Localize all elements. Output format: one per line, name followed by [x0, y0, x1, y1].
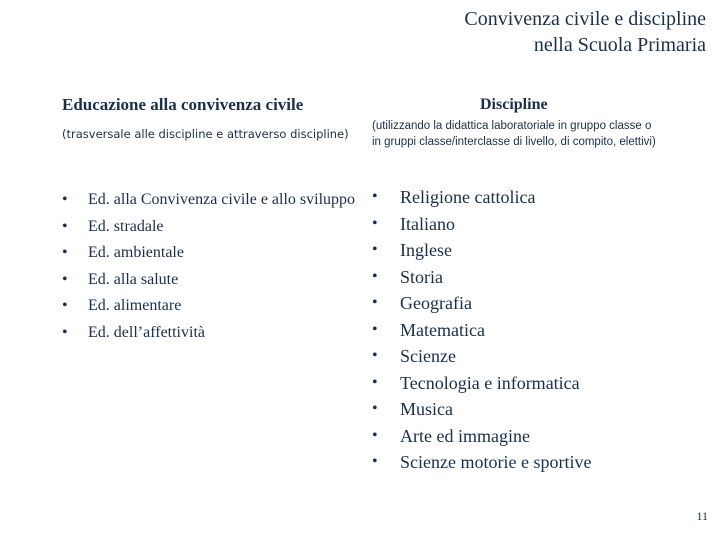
bullet-icon: • — [372, 453, 378, 470]
list-item — [372, 343, 692, 370]
list-item-text: Ed. ambientale — [88, 244, 184, 261]
bullet-icon: • — [372, 400, 378, 417]
bullet-icon: • — [372, 241, 378, 258]
bullet-icon: • — [372, 188, 378, 205]
list-item-text: Storia — [400, 266, 443, 287]
list-item-text: Inglese — [400, 240, 452, 260]
right-column-subtitle: (utilizzando la didattica laboratoriale in gruppo classe o in gruppi classe/interclasse di livello, di compito, elettivi) — [372, 120, 656, 148]
list-item — [62, 214, 362, 241]
bullet-icon: • — [372, 320, 378, 338]
page-number: 11 — [696, 509, 708, 523]
bullet-icon: • — [372, 426, 378, 444]
list-item-text: Ed. alla salute — [88, 270, 179, 288]
bullet-icon: • — [62, 323, 68, 341]
list-item — [372, 264, 692, 291]
left-column-header — [62, 94, 362, 145]
slide-title — [286, 6, 706, 58]
list-item — [372, 423, 692, 450]
list-item — [62, 320, 362, 347]
list-item — [372, 449, 692, 476]
bullet-icon: • — [62, 217, 68, 235]
right-column-header — [372, 94, 672, 150]
bullet-icon: • — [62, 297, 68, 314]
list-item-text: Musica — [400, 399, 453, 419]
left-column-heading: Educazione alla convivenza civile — [62, 95, 304, 114]
bullet-icon: • — [372, 214, 378, 232]
slide-title-line-2: nella Scuola Primaria — [533, 34, 706, 56]
list-item-text: Ed. alimentare — [88, 297, 182, 314]
subjects-list — [372, 184, 692, 476]
list-item-text: Religione cattolica — [400, 187, 536, 207]
left-column-subtitle: (trasversale alle discipline e attraverso discipline) — [62, 127, 349, 141]
list-item-text: Ed. stradale — [88, 217, 164, 235]
bullet-icon: • — [372, 267, 378, 285]
list-item-text: Geografia — [400, 293, 472, 313]
list-item-text: Matematica — [400, 319, 485, 340]
list-item-text: Ed. alla Convivenza civile e allo sviluppo — [88, 191, 356, 208]
list-item — [62, 267, 362, 294]
list-item-text: Scienze motorie e sportive — [400, 452, 592, 472]
bullet-icon: • — [372, 347, 378, 364]
right-column-heading: Discipline — [480, 96, 548, 113]
slide-title-line-1: Convivenza civile e discipline — [464, 8, 706, 30]
list-item — [372, 370, 692, 397]
list-item-text: Scienze — [400, 346, 456, 366]
bullet-icon: • — [62, 270, 68, 288]
civic-education-list — [62, 187, 362, 346]
list-item — [372, 184, 692, 211]
bullet-icon: • — [62, 191, 68, 208]
list-item — [62, 187, 362, 214]
list-item — [372, 290, 692, 317]
list-item-text: Italiano — [400, 213, 455, 234]
list-item-text: Tecnologia e informatica — [400, 372, 580, 393]
list-item-text: Ed. dell’affettività — [88, 323, 205, 341]
list-item — [62, 240, 362, 267]
bullet-icon: • — [372, 373, 378, 391]
bullet-icon: • — [372, 294, 378, 311]
list-item — [372, 317, 692, 344]
list-item-text: Arte ed immagine — [400, 425, 530, 446]
bullet-icon: • — [62, 244, 68, 261]
list-item — [372, 211, 692, 238]
list-item — [62, 293, 362, 320]
list-item — [372, 237, 692, 264]
list-item — [372, 396, 692, 423]
